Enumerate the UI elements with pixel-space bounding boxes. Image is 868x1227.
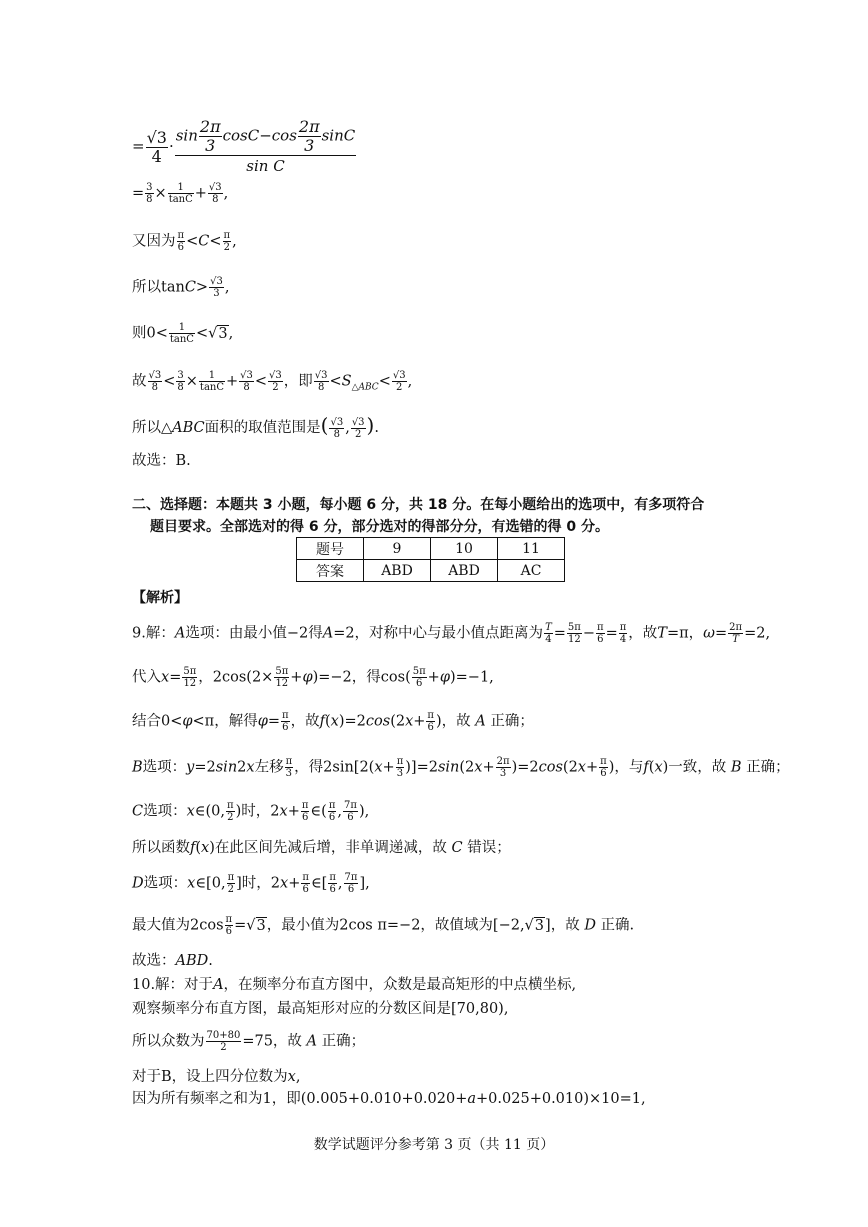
table-row — [297, 560, 565, 582]
section-2-header-line-2: 题目要求。全部选对的得 6 分，部分选对的得部分分，有选错的得 0 分。 — [150, 519, 609, 535]
equation-line-4: 所以tanC> $\frac{√3}{3}$ , — [132, 276, 230, 299]
table-cell: 11 — [498, 538, 565, 560]
q9-line-b: 代入x= $\frac{5\pi}{12}$ ，2cos(2× $\frac{5\pi}{12}$ +φ)=−2，得cos( $\frac{5\pi}{6}$ +φ)=−1, — [132, 666, 494, 689]
table-cell: AC — [498, 560, 565, 582]
table-cell: ABD — [364, 560, 431, 582]
table-header-row — [297, 538, 565, 560]
page-footer: 数学试题评分参考第 3 页（共 11 页） — [313, 1137, 555, 1153]
q9-line-h: 最大值为2cos $\frac{\pi}{6}$ =√3，最小值为2cos π=−2，故值域为[−2,√3]，故 D 正确. — [132, 914, 635, 937]
table-cell: 题号 — [297, 538, 364, 560]
q10-line-a: 10.解：对于A，在频率分布直方图中，众数是最高矩形的中点横坐标, — [132, 977, 577, 993]
q9-line-a: 9.解：A选项：由最小值−2得A=2，对称中心与最小值点距离为 $\frac{T}{4}$ = $\frac{5\pi}{12}$ − $\frac{\pi}{6}$ = $\frac{\pi}{4}$ ，故T=π，ω= $\frac{2\pi}{T}$ =2, — [132, 622, 771, 645]
equation-line-6: 故 $\frac{√3}{8}$ < $\frac{3}{8}$ × $\frac{1}{\tan C}$ + $\frac{√3}{8}$ < $\frac{√3}{2}$ ，即 $\frac{√3}{8}$ $<S_{\triangle ABC}<$ $\frac{√3}{2}$ , — [132, 370, 413, 393]
analysis-heading: 【解析】 — [132, 590, 188, 606]
q9-line-c: 结合0<φ<π，解得φ= $\frac{\pi}{6}$ ，故f(x)=2cos(2x+ $\frac{\pi}{6}$ )，故 A 正确； — [132, 710, 534, 733]
q9-line-d: B选项：y=2sin2x左移 $\frac{\pi}{3}$ ，得2sin[2(x+ $\frac{\pi}{3}$ )]=2sin(2x+ $\frac{2\pi}{3}$ )=2cos(2x+ $\frac{\pi}{6}$ )，与f(x)一致，故 B 正确； — [132, 756, 790, 779]
table-cell: 10 — [431, 538, 498, 560]
equation-line-5: 则0< $\frac{1}{\tan C}$ <√3, — [132, 322, 234, 345]
answer-line-8: 故选：B. — [132, 453, 191, 469]
q10-line-c: 所以众数为 $\frac{70+80}{2}$ =75，故 A 正确； — [132, 1030, 366, 1053]
equation-line-7: 所以△ABC面积的取值范围是( $\frac{√3}{8}$ , $\frac{√3}{2}$ ). — [132, 413, 379, 440]
section-2-header-line-1: 二、选择题：本题共 3 小题，每小题 6 分，共 18 分。在每小题给出的选项中，有多项符合 — [132, 497, 705, 513]
q9-answer: 故选：ABD. — [132, 953, 213, 969]
q9-line-e: C选项：x∈(0, $\frac{\pi}{2}$ )时，2x+ $\frac{\pi}{6}$ ∈( $\frac{\pi}{6}$ , $\frac{7\pi}{6}$ ), — [132, 800, 370, 823]
q9-line-g: D选项：x∈[0, $\frac{\pi}{2}$ ]时，2x+ $\frac{\pi}{6}$ ∈[ $\frac{\pi}{6}$ , $\frac{7\pi}{6}$ ], — [132, 872, 370, 895]
equation-line-1: = $\frac{√3}{4}$ · sin $\frac{2\pi}{3}$ cosC−cos $\frac{2\pi}{3}$ sinC sin C — [132, 117, 356, 175]
answer-table — [296, 537, 565, 582]
table-cell: ABD — [431, 560, 498, 582]
table-cell: 9 — [364, 538, 431, 560]
equation-line-2: = $\frac{3}{8}$ × $\frac{1}{\tan C}$ + $\frac{√3}{8}$ , — [132, 182, 229, 205]
q10-line-b: 观察频率分布直方图，最高矩形对应的分数区间是[70,80), — [132, 1001, 509, 1017]
equation-line-3: 又因为 $\frac{\pi}{6}$ <C< $\frac{\pi}{2}$ , — [132, 230, 237, 253]
q9-line-f: 所以函数f(x)在此区间先减后增，非单调递减，故 C 错误； — [132, 840, 511, 856]
q10-line-d: 对于B，设上四分位数为x, — [132, 1069, 301, 1085]
q10-line-e: 因为所有频率之和为1，即(0.005+0.010+0.020+a+0.025+0.010)×10=1, — [132, 1091, 646, 1107]
table-cell: 答案 — [297, 560, 364, 582]
